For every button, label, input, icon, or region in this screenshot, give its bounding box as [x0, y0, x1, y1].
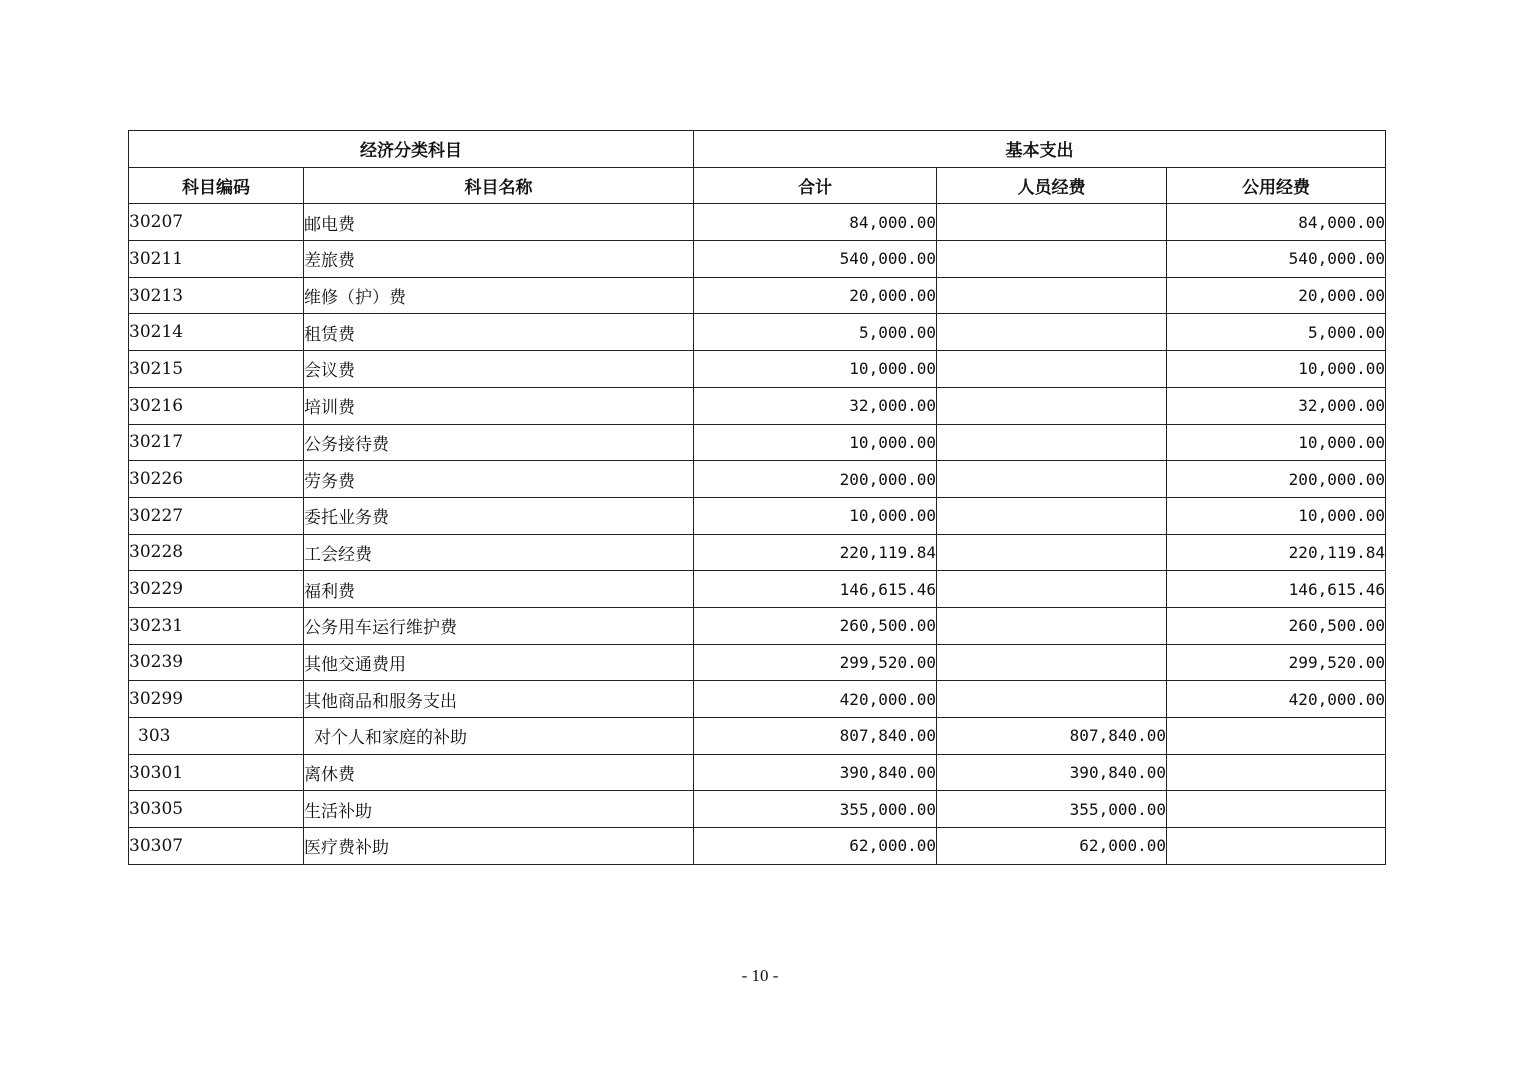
column-header-name: 科目名称	[304, 167, 694, 204]
header-economic-classification: 经济分类科目	[129, 131, 694, 168]
cell-personnel	[937, 571, 1167, 608]
cell-name: 离休费	[304, 754, 694, 791]
cell-personnel	[937, 461, 1167, 498]
cell-name: 培训费	[304, 387, 694, 424]
page-number: - 10 -	[741, 966, 779, 985]
cell-personnel: 62,000.00	[937, 828, 1167, 865]
table-row	[129, 314, 1386, 351]
cell-total: 10,000.00	[694, 424, 937, 461]
header-basic-expenditure: 基本支出	[694, 131, 1386, 168]
cell-name: 对个人和家庭的补助	[304, 718, 694, 755]
cell-public: 10,000.00	[1167, 351, 1386, 388]
cell-personnel	[937, 681, 1167, 718]
budget-table	[128, 130, 1386, 865]
cell-code: 30211	[129, 241, 304, 278]
cell-personnel: 390,840.00	[937, 754, 1167, 791]
cell-total: 62,000.00	[694, 828, 937, 865]
cell-total: 10,000.00	[694, 497, 937, 534]
table-body	[129, 204, 1386, 864]
cell-personnel	[937, 277, 1167, 314]
cell-public: 146,615.46	[1167, 571, 1386, 608]
cell-public: 5,000.00	[1167, 314, 1386, 351]
cell-personnel	[937, 497, 1167, 534]
cell-code: 30217	[129, 424, 304, 461]
cell-code: 30227	[129, 497, 304, 534]
cell-name: 工会经费	[304, 534, 694, 571]
cell-name: 租赁费	[304, 314, 694, 351]
cell-code: 30228	[129, 534, 304, 571]
header-group-row	[129, 131, 1386, 168]
table-row	[129, 534, 1386, 571]
column-header-total: 合计	[694, 167, 937, 204]
table-row	[129, 791, 1386, 828]
table-row	[129, 461, 1386, 498]
table-row	[129, 351, 1386, 388]
cell-code: 30305	[129, 791, 304, 828]
table-row	[129, 497, 1386, 534]
cell-name: 差旅费	[304, 241, 694, 278]
cell-public	[1167, 718, 1386, 755]
column-header-code: 科目编码	[129, 167, 304, 204]
cell-name: 维修（护）费	[304, 277, 694, 314]
table-row	[129, 571, 1386, 608]
cell-total: 299,520.00	[694, 644, 937, 681]
table-row	[129, 644, 1386, 681]
cell-name: 其他商品和服务支出	[304, 681, 694, 718]
cell-code: 303	[129, 718, 304, 755]
cell-code: 30307	[129, 828, 304, 865]
cell-public	[1167, 754, 1386, 791]
cell-code: 30231	[129, 607, 304, 644]
table-row	[129, 387, 1386, 424]
cell-personnel	[937, 351, 1167, 388]
cell-public: 200,000.00	[1167, 461, 1386, 498]
cell-personnel	[937, 314, 1167, 351]
table-row	[129, 241, 1386, 278]
cell-name: 公务用车运行维护费	[304, 607, 694, 644]
cell-total: 10,000.00	[694, 351, 937, 388]
cell-public: 10,000.00	[1167, 497, 1386, 534]
cell-public: 20,000.00	[1167, 277, 1386, 314]
cell-code: 30299	[129, 681, 304, 718]
table-row	[129, 277, 1386, 314]
cell-personnel	[937, 607, 1167, 644]
column-header-personnel: 人员经费	[937, 167, 1167, 204]
column-header-public: 公用经费	[1167, 167, 1386, 204]
cell-public: 299,520.00	[1167, 644, 1386, 681]
table-row	[129, 718, 1386, 755]
cell-code: 30214	[129, 314, 304, 351]
cell-total: 5,000.00	[694, 314, 937, 351]
cell-personnel	[937, 387, 1167, 424]
cell-total: 355,000.00	[694, 791, 937, 828]
cell-name: 医疗费补助	[304, 828, 694, 865]
cell-personnel: 355,000.00	[937, 791, 1167, 828]
cell-name: 生活补助	[304, 791, 694, 828]
cell-public: 84,000.00	[1167, 204, 1386, 241]
cell-name: 福利费	[304, 571, 694, 608]
cell-name: 公务接待费	[304, 424, 694, 461]
cell-total: 84,000.00	[694, 204, 937, 241]
cell-total: 260,500.00	[694, 607, 937, 644]
cell-code: 30226	[129, 461, 304, 498]
cell-total: 20,000.00	[694, 277, 937, 314]
cell-personnel	[937, 534, 1167, 571]
table-row	[129, 681, 1386, 718]
header-column-row	[129, 167, 1386, 204]
cell-code: 30207	[129, 204, 304, 241]
cell-total: 200,000.00	[694, 461, 937, 498]
cell-total: 420,000.00	[694, 681, 937, 718]
cell-personnel: 807,840.00	[937, 718, 1167, 755]
cell-code: 30229	[129, 571, 304, 608]
table-row	[129, 828, 1386, 865]
cell-public: 260,500.00	[1167, 607, 1386, 644]
table-row	[129, 424, 1386, 461]
cell-code: 30213	[129, 277, 304, 314]
cell-personnel	[937, 644, 1167, 681]
cell-code: 30215	[129, 351, 304, 388]
cell-public: 10,000.00	[1167, 424, 1386, 461]
cell-personnel	[937, 204, 1167, 241]
cell-public: 540,000.00	[1167, 241, 1386, 278]
cell-code: 30216	[129, 387, 304, 424]
cell-name: 劳务费	[304, 461, 694, 498]
cell-name: 会议费	[304, 351, 694, 388]
cell-name: 其他交通费用	[304, 644, 694, 681]
cell-name: 委托业务费	[304, 497, 694, 534]
cell-public	[1167, 828, 1386, 865]
cell-public	[1167, 791, 1386, 828]
cell-total: 146,615.46	[694, 571, 937, 608]
cell-personnel	[937, 424, 1167, 461]
table-row	[129, 754, 1386, 791]
cell-total: 807,840.00	[694, 718, 937, 755]
cell-code: 30301	[129, 754, 304, 791]
cell-public: 220,119.84	[1167, 534, 1386, 571]
cell-name: 邮电费	[304, 204, 694, 241]
cell-total: 220,119.84	[694, 534, 937, 571]
cell-public: 420,000.00	[1167, 681, 1386, 718]
cell-total: 390,840.00	[694, 754, 937, 791]
cell-personnel	[937, 241, 1167, 278]
cell-code: 30239	[129, 644, 304, 681]
cell-public: 32,000.00	[1167, 387, 1386, 424]
table-row	[129, 607, 1386, 644]
cell-total: 540,000.00	[694, 241, 937, 278]
table-row	[129, 204, 1386, 241]
cell-total: 32,000.00	[694, 387, 937, 424]
